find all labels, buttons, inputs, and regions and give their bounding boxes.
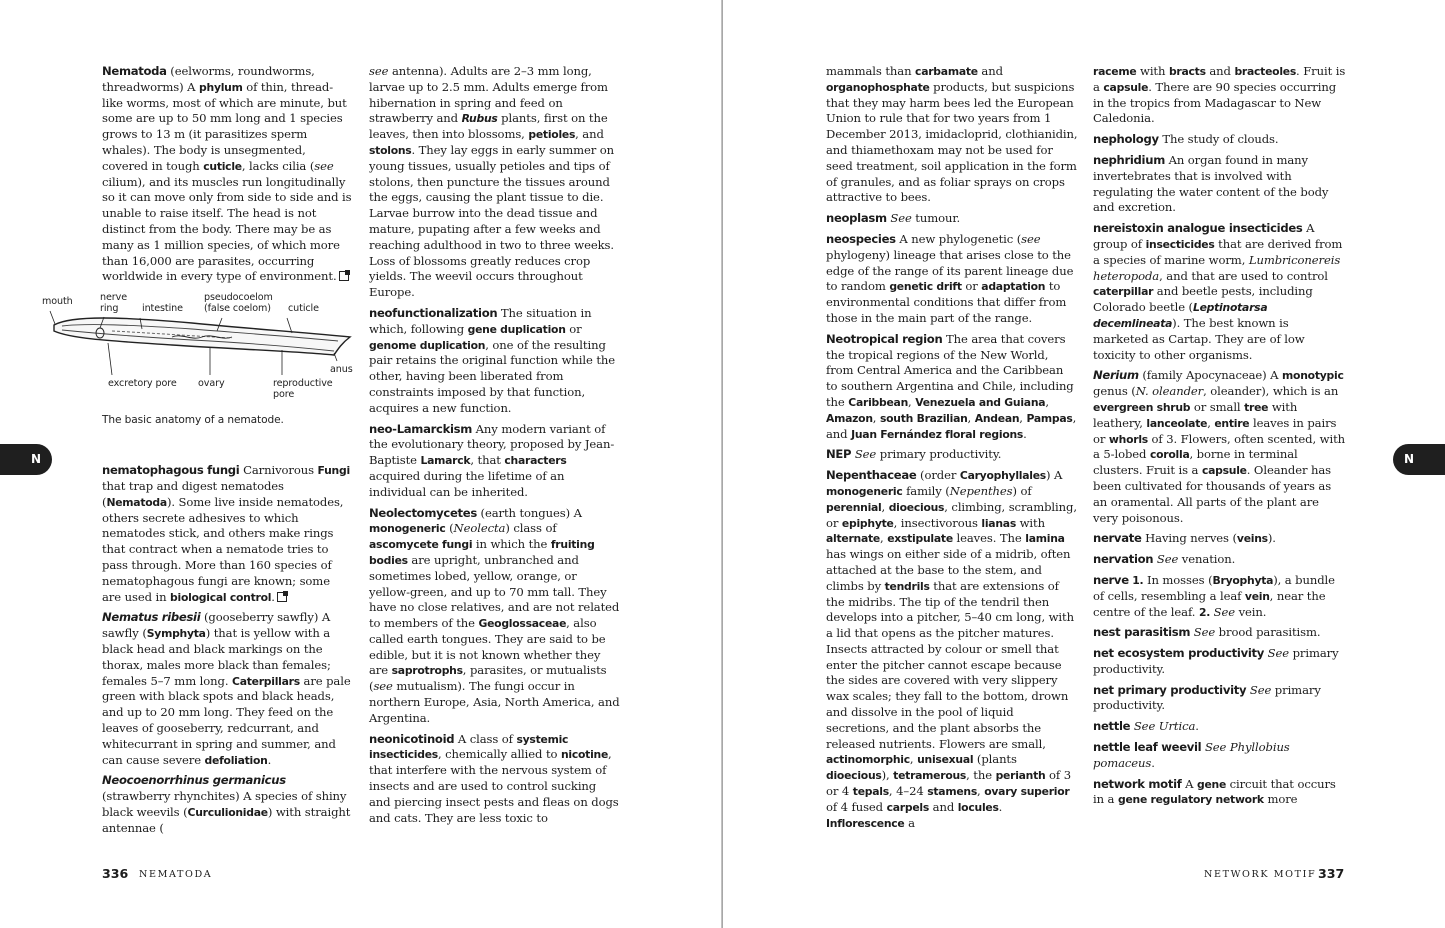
cross-reference: Venezuela and Guiana — [915, 395, 1046, 409]
entry-text: The situation in which, following — [369, 305, 592, 336]
entry-text: A group of — [1093, 221, 1315, 251]
entry-text: , parasites, or mutualists ( — [369, 663, 607, 694]
entry-text: , 4–24 — [888, 784, 928, 799]
entry-text: or small — [1190, 399, 1245, 414]
headword: nest parasitism — [1093, 625, 1191, 640]
headword: Neotropical region — [826, 331, 943, 346]
entry-text: ( — [445, 521, 454, 536]
entry-text: Neolecta — [453, 521, 506, 536]
entry-text: , insectivorous — [893, 515, 982, 530]
cross-reference: Caribbean — [848, 395, 909, 409]
cross-reference: monotypic — [1282, 369, 1344, 383]
cross-reference: Pampas — [1026, 411, 1073, 425]
cross-reference: capsule — [1103, 80, 1149, 94]
entry-text: see — [314, 158, 334, 173]
entry-nervation — [1093, 552, 1347, 568]
entry-text: , that — [470, 453, 505, 468]
cross-reference: biological control — [170, 590, 272, 604]
cross-reference: nicotine — [560, 748, 609, 762]
right-page — [723, 0, 1445, 928]
entry-text: . — [1151, 755, 1155, 770]
entry-text: . — [271, 589, 275, 604]
headword: neonicotinoid — [369, 731, 455, 746]
headword: nerve — [1093, 572, 1129, 587]
entry-text: of thin, thread-like worms, most of which are minute, but some are up to 50 mm long and 1 species grows to 13 m (it parasitizes sperm whales). The body is unsegmented, covered in tough — [102, 79, 347, 173]
entry-text: circuit that occurs in a — [1093, 776, 1336, 807]
entry-text: A class of — [454, 731, 517, 746]
cross-reference: Andean — [974, 411, 1020, 425]
cross-reference: cuticle — [203, 159, 242, 173]
entry-text: , and that are used to control — [1159, 268, 1328, 283]
headword: Nematus ribesii — [102, 610, 201, 625]
entry-text: or — [961, 279, 982, 294]
entry-text: The area that covers the tropical regions of the New World, from Central America and the Caribbean to southern Argentina and Chile, including the — [826, 331, 1074, 409]
entry-neo-lamarckism — [369, 422, 621, 501]
entry-text: mutualism). The fungi occur in northern Europe, Asia, North America, and Argentina. — [369, 679, 620, 725]
cross-reference: tepals — [852, 785, 889, 799]
entry-text: See — [1190, 625, 1216, 640]
cross-reference: vein — [1244, 589, 1270, 603]
entry-text: primary productivity. — [876, 447, 1002, 462]
entry-text: See — [1246, 682, 1272, 697]
cross-reference: adaptation — [981, 280, 1046, 294]
entry-text: to environmental conditions that differ from those in the main part of the range. — [826, 279, 1067, 325]
entry-text: . Fruit is a — [1093, 64, 1346, 94]
cross-reference: lanceolate — [1146, 416, 1208, 430]
label-pseudocoelom: (false coelom) — [204, 303, 271, 315]
entry-text: , chemically allied to — [437, 747, 561, 762]
entry-nepenthaceae-b — [1093, 64, 1347, 127]
entry-text: a — [904, 815, 915, 830]
entry-text: (strawberry rhynchites) A species of shiny black weevils ( — [102, 789, 347, 819]
entry-text: In mosses ( — [1143, 572, 1213, 587]
sense-number: 1. — [1128, 573, 1144, 587]
cross-reference: epiphyte — [841, 516, 894, 530]
cross-reference: bracteoles — [1234, 65, 1297, 78]
entry-text: plants, first on the leaves, then into blossoms, — [369, 111, 608, 142]
entry-nephology — [1093, 132, 1347, 148]
entry-text: , one of the resulting pair retains the original function while the other, having been liberated from constraints imposed by that function, acquires a new function. — [369, 337, 616, 415]
entry-text: are upright, unbranched and sometimes lobed, yellow, orange, or yellow-green, and up to 70 mm tall. They have no close relatives, and are not related to members of the — [369, 552, 620, 631]
cross-reference: gene duplication — [467, 322, 566, 336]
entry-text: , lacks cilia ( — [241, 158, 315, 173]
cross-reference: saprotrophs — [391, 664, 463, 678]
entry-network-motif — [1093, 777, 1347, 809]
entry-text: with — [1136, 64, 1169, 78]
label-nerve-ring: ring — [100, 303, 119, 315]
sense-number: 2. — [1198, 605, 1211, 619]
entry-text: and — [1205, 64, 1235, 78]
running-head: NEMATODA — [139, 869, 213, 880]
cross-reference: unisexual — [917, 753, 974, 767]
cross-reference: phylum — [199, 80, 243, 94]
headword: neospecies — [826, 231, 896, 246]
entry-text: vein. — [1235, 604, 1267, 619]
entry-text: . There are 90 species occurring in the tropics from Madagascar to New Caledonia. — [1093, 79, 1337, 126]
section-tab-n: N — [1393, 444, 1445, 475]
entry-nematoda — [102, 64, 352, 285]
headword: NEP — [826, 447, 852, 462]
label-reproductive-pore: reproductive — [273, 378, 333, 390]
entry-text: , and — [575, 127, 604, 142]
cross-reference: gene regulatory network — [1117, 793, 1264, 807]
entry-text: ). The best known is marketed as Cartap. They are of low toxicity to other organisms. — [1093, 315, 1305, 362]
headword: nematophagous fungi — [102, 463, 240, 478]
entry-text: of 3. Flowers, often scented, with a 5-lobed — [1093, 431, 1346, 462]
cross-reference: carbamate — [915, 65, 978, 78]
cross-reference: Rubus — [461, 112, 498, 126]
headword: Nematoda — [102, 64, 167, 78]
entry-neospecies — [826, 232, 1078, 327]
entry-text: . — [1023, 426, 1027, 441]
entry-text: phylogeny) lineage that arises close to the edge of the range of its parent lineage due to random — [826, 247, 1074, 294]
entry-text: (plants — [973, 752, 1017, 767]
headword: Nepenthaceae — [826, 468, 917, 483]
entry-text: ) class of — [505, 521, 557, 536]
entry-text: , climbing, scrambling, or — [826, 499, 1077, 530]
entry-text: leaves. The — [952, 531, 1026, 546]
entry-text: brood parasitism. — [1215, 625, 1321, 640]
cross-reference: lamina — [1025, 532, 1065, 546]
cross-reference: Leptinotarsa decemlineata — [1093, 301, 1268, 330]
label-nerve-ring: nerve — [100, 292, 128, 304]
cross-reference: Curculionidae — [187, 805, 268, 819]
entry-text: see — [1021, 231, 1041, 246]
entry-text: see — [373, 679, 393, 694]
entry-text: , — [909, 752, 918, 767]
cross-reference: carpels — [886, 800, 930, 814]
entry-text: (family Apocynaceae) A — [1138, 368, 1283, 383]
cross-reference: lianas — [981, 516, 1016, 530]
entry-neolectomycetes — [369, 506, 621, 727]
entry-nettle-leaf-weevil — [1093, 740, 1347, 772]
external-link-icon — [339, 271, 349, 281]
cross-reference: stamens — [927, 785, 978, 799]
entry-nepenthaceae-a — [826, 468, 1078, 831]
entry-neocoenorrhinus-a — [102, 773, 352, 836]
page-number: 337 — [1318, 866, 1345, 881]
cross-reference: evergreen shrub — [1093, 400, 1191, 414]
cross-reference: raceme — [1093, 65, 1137, 78]
entry-text: Any modern variant of the evolutionary theory, proposed by Jean-Baptiste — [369, 421, 615, 468]
headword: net primary productivity — [1093, 682, 1247, 697]
headword: neofunctionalization — [369, 305, 498, 320]
page-number: 336 — [102, 866, 129, 881]
external-link-icon — [277, 592, 287, 602]
entry-text: Nepenthes — [949, 483, 1013, 498]
entry-nest-parasitism — [1093, 625, 1347, 641]
cross-reference: Symphyta — [146, 627, 206, 641]
cross-reference: stolons — [369, 143, 412, 157]
entry-text: See — [1264, 646, 1289, 661]
entry-text: , — [881, 499, 889, 514]
entry-text: cilium), and its muscles run longitudinally so it can move only from side to side and is unable to raise itself. The head is not distinct from the body. There may be as many as 1 million species, of which more than 16,000 are parasites, occurring worldwide in every type of environment. — [102, 174, 352, 284]
entry-nephridium — [1093, 153, 1347, 216]
headword: nephridium — [1093, 152, 1165, 167]
entry-text: A new phylogenetic ( — [895, 231, 1022, 246]
entry-nervate — [1093, 531, 1347, 547]
entry-nematophagous-fungi — [102, 463, 352, 605]
headword: network motif — [1093, 776, 1182, 791]
entry-text: See — [851, 447, 877, 462]
cross-reference: fruiting bodies — [369, 538, 595, 567]
headword: Nerium — [1093, 368, 1139, 383]
cross-reference: Geoglossaceae — [478, 617, 567, 631]
entry-text: ), a bundle of cells, resembling a leaf — [1093, 572, 1335, 603]
label-intestine: intestine — [142, 303, 183, 315]
cross-reference: genetic drift — [889, 280, 962, 294]
entry-text: (order — [916, 468, 960, 483]
cross-reference: exstipulate — [887, 532, 953, 546]
entry-text: ) A — [1045, 468, 1063, 483]
entry-neotropical-region — [826, 332, 1078, 443]
entry-text: , — [908, 394, 916, 409]
entry-nereistoxin — [1093, 221, 1347, 363]
entry-text: , — [1019, 410, 1027, 425]
entry-neofunctionalization — [369, 306, 621, 417]
figure-caption: The basic anatomy of a nematode. — [102, 414, 284, 427]
entry-text: and — [977, 64, 1003, 78]
cross-reference: petioles — [528, 128, 576, 142]
entry-text: (gooseberry sawfly) A sawfly ( — [102, 610, 331, 641]
entry-text: , also called earth tongues. They are said to be edible, but it is not known whether they are — [369, 616, 606, 678]
cross-reference: Caterpillars — [232, 674, 300, 688]
cross-reference: ascomycete fungi — [369, 538, 473, 552]
cross-reference: ovary superior — [984, 785, 1070, 799]
label-cuticle: cuticle — [288, 303, 319, 315]
nematode-anatomy-figure — [42, 293, 362, 443]
cross-reference: insecticides — [1145, 237, 1215, 251]
entry-text: has wings on either side of a midrib, often attached at the base to the stem, and climbs by — [826, 547, 1071, 593]
cross-reference: corolla — [1149, 448, 1190, 462]
right-column-2 — [1093, 64, 1347, 813]
cross-reference: locules — [957, 800, 999, 814]
left-page — [0, 0, 722, 928]
entry-text: that are extensions of the midribs. The tip of the tendril then develops into a pitcher, 5–40 cm long, with a lid that opens as the pitcher matures. Insects attracted by colour or smell that enter the pitcher cannot escape because the sides are covered with very slippery wax scales; they fall to the bottom, drown and dissolve in the pool of liquid secretions, and the plant absorbs the released nutrients. Flowers are small, — [826, 578, 1074, 751]
entry-text: , and — [826, 410, 1077, 441]
label-excretory-pore: excretory pore — [108, 378, 177, 390]
cross-reference: monogeneric — [369, 522, 446, 536]
cross-reference: entire — [1214, 416, 1250, 430]
entry-text: See — [886, 211, 912, 226]
entry-text: of 3 or 4 — [826, 768, 1071, 799]
cross-reference: perianth — [995, 769, 1046, 783]
cross-reference: Bryophyta — [1212, 573, 1274, 587]
headword: nephology — [1093, 132, 1159, 147]
entry-text: , the — [966, 768, 996, 783]
entry-text: , near the centre of the leaf. — [1093, 588, 1326, 619]
entry-text: , — [977, 784, 985, 799]
entry-net-ecosystem-productivity — [1093, 646, 1347, 678]
entry-text: of 4 fused — [826, 799, 887, 814]
cross-reference: capsule — [1201, 464, 1247, 478]
entry-text: See — [1153, 552, 1179, 567]
entry-text: leaves in pairs or — [1093, 415, 1337, 446]
cross-reference: organophosphate — [826, 80, 930, 94]
left-column-2 — [369, 64, 621, 831]
cross-reference: Amazon — [826, 411, 873, 425]
entry-text: and beetle pests, including Colorado beetle ( — [1093, 284, 1313, 315]
entry-text: , borne in terminal clusters. Fruit is a — [1093, 447, 1298, 478]
headword: neo-Lamarckism — [369, 421, 473, 436]
entry-text: An organ found in many invertebrates that is involved with regulating the water content of the body and excretion. — [1093, 152, 1329, 215]
cross-reference: systemic insecticides — [369, 732, 569, 762]
entry-text: N. oleander — [1135, 384, 1204, 399]
cross-reference: Inflorescence — [826, 816, 905, 830]
entry-neocoenorrhinus-b — [369, 64, 621, 301]
entry-text: genus ( — [1093, 384, 1136, 399]
entry-net-primary-productivity — [1093, 683, 1347, 715]
right-column-1 — [826, 64, 1078, 836]
cross-reference: south Brazilian — [879, 411, 968, 425]
cross-reference: tendrils — [884, 579, 930, 593]
entry-text: ), — [881, 768, 894, 783]
entry-text: , — [880, 531, 888, 546]
cross-reference: gene — [1196, 777, 1227, 791]
entry-text: tumour. — [911, 211, 961, 226]
entry-text: , — [967, 410, 975, 425]
entry-nep — [826, 447, 1078, 463]
entry-text: and — [929, 799, 958, 814]
entry-neonicotinoid-continued — [826, 64, 1078, 206]
cross-reference: caterpillar — [1093, 285, 1154, 299]
cross-reference: dioecious — [826, 769, 882, 783]
running-head: NETWORK MOTIF — [1204, 869, 1317, 880]
cross-reference: defoliation — [204, 753, 268, 767]
entry-text: Carnivorous — [239, 463, 318, 478]
headword: net ecosystem productivity — [1093, 646, 1265, 661]
cross-reference: characters — [504, 454, 567, 468]
entry-nematus-ribesii — [102, 610, 352, 768]
entry-text: ). Some live inside nematodes, others secrete adhesives to which nematodes stick, and others make rings that contract when a nematode tries to pass through. More than 160 species of nematophagous fungi are known; some are used in — [102, 494, 344, 604]
label-mouth: mouth — [42, 296, 73, 308]
cross-reference: bracts — [1168, 65, 1206, 78]
entry-text: , — [1207, 415, 1215, 430]
entry-text: Having nerves ( — [1141, 531, 1237, 546]
cross-reference: veins — [1236, 532, 1268, 546]
entry-text: . — [267, 752, 272, 767]
cross-reference: genome duplication — [369, 338, 486, 352]
entry-text: The study of clouds. — [1158, 132, 1279, 147]
headword: nettle leaf weevil — [1093, 740, 1202, 755]
cross-reference: monogeneric — [826, 484, 903, 498]
entry-text: ) of — [1012, 483, 1032, 498]
cross-reference: alternate — [826, 532, 881, 546]
entry-text: ) that is yellow with a black head and black markings on the thorax, males more black than females; females 5–7 mm long. — [102, 626, 331, 688]
cross-reference: Juan Fernández floral regions — [851, 427, 1024, 441]
entry-text: A — [1181, 776, 1197, 791]
entry-text: See — [1210, 604, 1236, 619]
cross-reference: dioecious — [888, 500, 945, 514]
entry-text: antenna). Adults are 2–3 mm long, larvae up to 2.5 mm. Adults emerge from hibernation in spring and feed on strawberry and — [369, 64, 608, 126]
cross-reference: actinomorphic — [826, 753, 910, 767]
entry-text: . They lay eggs in early summer on young tissues, usually petioles and tips of stolons, then puncture the tissues around the eggs, causing the plant tissue to die. Larvae burrow into the dead tissue and mature, pupating after a few weeks and reaching adulthood in two to three weeks. Loss of blossoms greatly reduces crop yields. The weevil occurs throughout Europe. — [369, 142, 615, 300]
entry-nerve — [1093, 573, 1347, 620]
entry-text: acquired during the lifetime of an individual can be inherited. — [369, 468, 565, 499]
entry-text: , — [872, 410, 880, 425]
entry-neonicotinoid — [369, 732, 621, 827]
entry-text: are pale green with black spots and black heads, and up to 20 mm long. They feed on the leaves of gooseberry, redcurrant, and whitecurrant in spring and summer, and can cause severe — [102, 673, 351, 767]
label-anus: anus — [330, 364, 353, 376]
entry-text: venation. — [1178, 552, 1236, 567]
entry-text: (eelworms, roundworms, threadworms) A — [102, 64, 315, 94]
entry-text: See Urtica — [1130, 719, 1196, 734]
headword: Neolectomycetes — [369, 505, 477, 520]
entry-text: See Phyllobius pomaceus — [1093, 740, 1290, 770]
entry-text: products, but suspicions that they may harm bees led the European Union to rule that for two years from 1 December 2013, imidacloprid, clothianidin, and thiamethoxam may not be used for seed treatment, soil application in the form of granules, and as foliar sprays on crops attractive to bees. — [826, 79, 1078, 205]
entry-text: Lumbriconereis heteropoda — [1093, 252, 1341, 283]
entry-text: . Oleander has been cultivated for thousands of years as an oramental. All parts of the plant are very poisonous. — [1093, 463, 1332, 525]
entry-text: with leathery, — [1093, 399, 1298, 430]
cross-reference: whorls — [1108, 432, 1148, 446]
entry-nettle — [1093, 719, 1347, 735]
cross-reference: tree — [1244, 400, 1269, 414]
cross-reference: perennial — [826, 500, 882, 514]
headword: nervation — [1093, 552, 1154, 567]
label-pseudocoelom: pseudocoelom — [204, 292, 273, 304]
entry-text: in which the — [472, 537, 551, 552]
entry-text: . — [998, 799, 1003, 814]
entry-text: that are derived from a species of marine worm, — [1093, 236, 1343, 267]
headword: nettle — [1093, 719, 1131, 734]
entry-text: family ( — [902, 483, 950, 498]
entry-text: , — [1045, 394, 1049, 409]
entry-text: primary productivity. — [1093, 682, 1321, 713]
entry-text: with — [1016, 515, 1045, 530]
entry-text: ). — [1267, 531, 1276, 546]
cross-reference: Caryophyllales — [959, 469, 1046, 483]
entry-text: see — [369, 64, 389, 78]
entry-text: . — [1195, 719, 1199, 734]
headword: Neocoenorrhinus germanicus — [102, 773, 286, 788]
headword: nereistoxin analogue insecticides — [1093, 221, 1303, 236]
entry-text: or — [565, 321, 582, 336]
entry-text: (earth tongues) A — [476, 505, 582, 520]
left-column-1 — [42, 64, 353, 841]
entry-text: , oleander), which is an — [1203, 384, 1339, 399]
section-tab-n: N — [0, 444, 52, 475]
cross-reference: Nematoda — [106, 495, 167, 509]
entry-nerium — [1093, 368, 1347, 526]
headword: neoplasm — [826, 211, 887, 226]
cross-reference: tetramerous — [893, 769, 967, 783]
entry-text: ) with straight antennae ( — [102, 804, 351, 835]
entry-text: mammals than — [826, 64, 916, 78]
label-ovary: ovary — [198, 378, 225, 390]
label-reproductive-pore: pore — [273, 389, 295, 401]
cross-reference: Lamarck — [420, 454, 471, 468]
entry-text: more — [1263, 792, 1298, 807]
entry-text: that trap and digest nematodes ( — [102, 478, 284, 509]
headword: nervate — [1093, 531, 1142, 546]
entry-text: , that interfere with the nervous system of insects and are used to control sucking and piercing insect pests and fleas on dogs and cats. They are less toxic to — [369, 747, 619, 825]
cross-reference: Fungi — [317, 464, 350, 478]
entry-text: primary productivity. — [1093, 646, 1339, 676]
entry-neoplasm — [826, 211, 1078, 227]
